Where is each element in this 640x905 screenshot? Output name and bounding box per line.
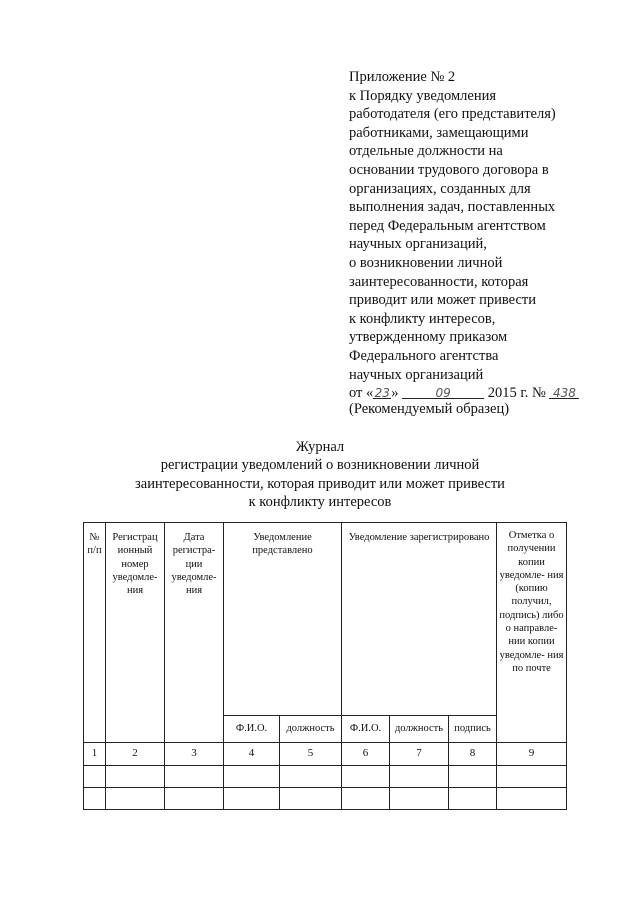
empty-cell[interactable] bbox=[449, 766, 497, 788]
column-number: 9 bbox=[497, 743, 567, 766]
appendix-line: к конфликту интересов, bbox=[349, 310, 496, 327]
subheader-position-registered: должность bbox=[390, 716, 449, 743]
date-year: 2015 г. № bbox=[484, 385, 550, 402]
empty-cell[interactable] bbox=[224, 788, 280, 810]
empty-cell[interactable] bbox=[390, 766, 449, 788]
date-mid: » bbox=[391, 385, 403, 402]
empty-cell[interactable] bbox=[165, 766, 224, 788]
header-copy-mark: Отметка о получении копии уведомле- ния (копию получил, подпись) либо о направле- нии копии уведомле- ния по почте bbox=[497, 523, 567, 743]
empty-cell[interactable] bbox=[497, 788, 567, 810]
appendix-line: работниками, замещающими bbox=[349, 124, 529, 141]
appendix-line: о возникновении личной bbox=[349, 254, 503, 271]
appendix-line: Федерального агентства bbox=[349, 347, 499, 364]
appendix-line: основании трудового договора в bbox=[349, 161, 549, 178]
appendix-line: Приложение № 2 bbox=[349, 69, 456, 85]
empty-cell[interactable] bbox=[106, 788, 165, 810]
subheader-fio-submitted: Ф.И.О. bbox=[224, 716, 280, 743]
appendix-line: приводит или может привести bbox=[349, 292, 536, 309]
column-number: 4 bbox=[224, 743, 280, 766]
journal-title: Журнал bbox=[295, 439, 345, 455]
journal-subtitle-line: регистрации уведомлений о возникновении личной bbox=[160, 457, 480, 474]
column-number: 8 bbox=[449, 743, 497, 766]
appendix-line: научных организаций bbox=[349, 366, 484, 383]
column-number: 2 bbox=[106, 743, 165, 766]
appendix-block bbox=[349, 68, 609, 403]
empty-cell[interactable] bbox=[390, 788, 449, 810]
table-header-row bbox=[84, 523, 567, 716]
sample-label: (Рекомендуемый образец) bbox=[349, 401, 510, 417]
appendix-line: к Порядку уведомления bbox=[349, 87, 497, 104]
empty-cell[interactable] bbox=[342, 788, 390, 810]
empty-cell[interactable] bbox=[280, 788, 342, 810]
order-date-line bbox=[349, 384, 609, 403]
appendix-line: утвержденному приказом bbox=[349, 329, 508, 346]
registration-table bbox=[83, 522, 567, 810]
appendix-line: перед Федеральным агентством bbox=[349, 217, 546, 234]
date-month-handwritten: 09 bbox=[402, 384, 484, 399]
empty-cell[interactable] bbox=[342, 766, 390, 788]
empty-cell[interactable] bbox=[280, 766, 342, 788]
table-row bbox=[84, 788, 567, 810]
header-reg-number: Регистрац ионный номер уведомле- ния bbox=[106, 523, 165, 743]
date-prefix: от « bbox=[349, 385, 374, 402]
journal-subtitle-line: к конфликту интересов bbox=[248, 494, 392, 511]
empty-cell[interactable] bbox=[84, 788, 106, 810]
appendix-line: организациях, созданных для bbox=[349, 180, 531, 197]
appendix-line: отдельные должности на bbox=[349, 143, 503, 160]
header-num: № п/п bbox=[84, 523, 106, 743]
header-reg-date: Дата регистра- ции уведомле- ния bbox=[165, 523, 224, 743]
subheader-signature: подпись bbox=[449, 716, 497, 743]
subheader-fio-registered: Ф.И.О. bbox=[342, 716, 390, 743]
subheader-position-submitted: должность bbox=[280, 716, 342, 743]
column-number: 6 bbox=[342, 743, 390, 766]
empty-cell[interactable] bbox=[449, 788, 497, 810]
appendix-line: работодателя (его представителя) bbox=[349, 106, 556, 123]
column-number: 5 bbox=[280, 743, 342, 766]
header-submitted: Уведомление представлено bbox=[224, 523, 342, 716]
empty-cell[interactable] bbox=[106, 766, 165, 788]
column-number-row bbox=[84, 743, 567, 766]
column-number: 1 bbox=[84, 743, 106, 766]
appendix-line: заинтересованности, которая bbox=[349, 273, 529, 290]
journal-subtitle-line: заинтересованности, которая приводит или может привести bbox=[135, 475, 505, 492]
empty-cell[interactable] bbox=[84, 766, 106, 788]
empty-cell[interactable] bbox=[224, 766, 280, 788]
empty-cell[interactable] bbox=[497, 766, 567, 788]
empty-cell[interactable] bbox=[165, 788, 224, 810]
date-day-handwritten: 23 bbox=[374, 386, 390, 401]
appendix-line: выполнения задач, поставленных bbox=[349, 199, 556, 216]
header-registered: Уведомление зарегистрировано bbox=[342, 523, 497, 716]
table-row bbox=[84, 766, 567, 788]
column-number: 7 bbox=[390, 743, 449, 766]
order-number-handwritten: 438 bbox=[549, 384, 579, 399]
column-number: 3 bbox=[165, 743, 224, 766]
journal-heading bbox=[0, 438, 640, 512]
appendix-line: научных организаций, bbox=[349, 236, 487, 253]
